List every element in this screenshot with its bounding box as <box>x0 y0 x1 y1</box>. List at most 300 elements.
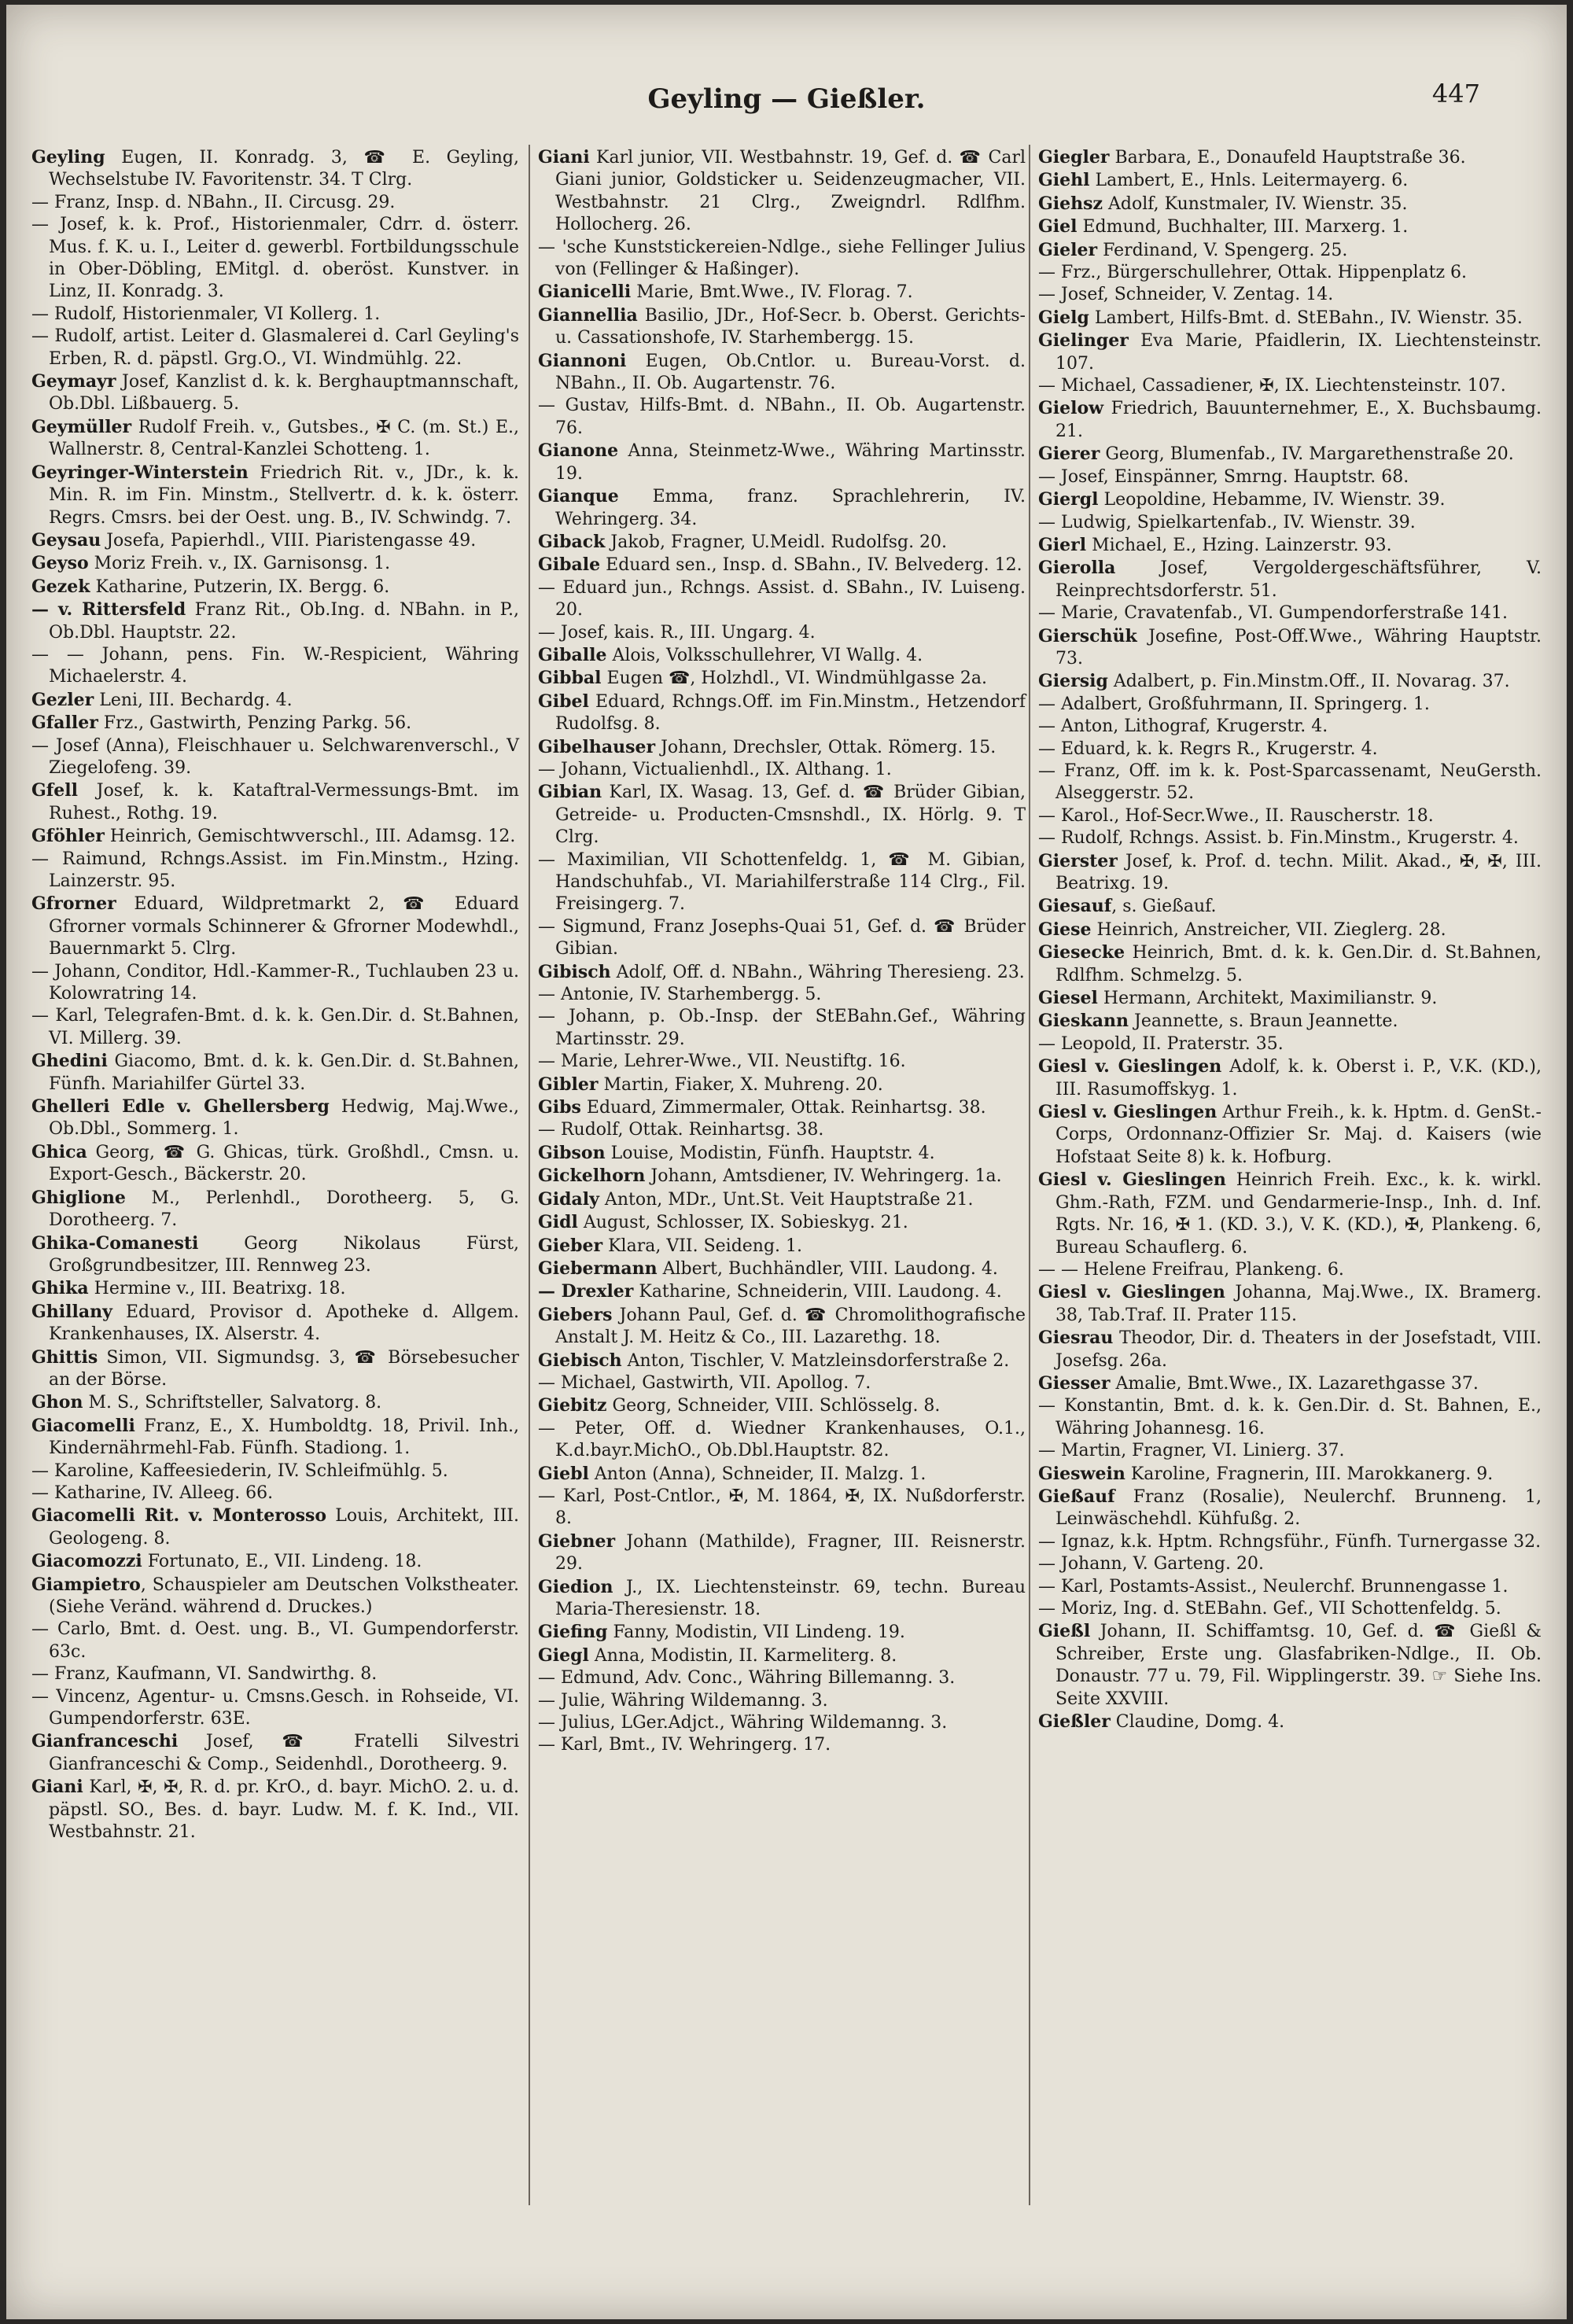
directory-entry <box>538 667 1026 690</box>
entry-name: Giampietro <box>31 1574 141 1595</box>
entry-text: Friedrich Rit. v., JDr., k. k. Min. R. im Fin. Minstm., Stellvertr. d. k. k. österr. Regrs. Cmsrs. bei der Oest. ung. B., IV. Schwindg. 7. <box>49 462 519 528</box>
directory-entry <box>1038 1598 1542 1620</box>
entry-name: Giacomozzi <box>31 1551 142 1572</box>
entry-name: Giergl <box>1038 489 1099 510</box>
entry-name: Gierster <box>1038 850 1118 871</box>
directory-entry <box>31 1460 519 1482</box>
entry-text: Eva Marie, Pfaidlerin, IX. Liechtensteinstr. 107. <box>1055 331 1542 374</box>
directory-entry <box>538 395 1026 440</box>
column-divider <box>1029 145 1030 2205</box>
directory-entry <box>538 1051 1026 1073</box>
entry-text: Johann, Amtsdiener, IV. Wehringerg. 1a. <box>645 1166 1002 1187</box>
directory-entry <box>538 1530 1026 1576</box>
directory-entry <box>1038 670 1542 693</box>
entry-text: Johann (Mathilde), Fragner, III. Reisnerstr. 29. <box>555 1531 1026 1575</box>
page-header <box>6 79 1567 123</box>
directory-entry <box>1038 694 1542 716</box>
entry-name: Giani <box>31 1777 83 1798</box>
directory-entry <box>31 1550 519 1573</box>
entry-text: Barbara, E., Donaufeld Hauptstraße 36. <box>1109 148 1466 168</box>
entry-text: — Ignaz, k.k. Hptm. Rchngsführ., Fünfh. Turnergasse 32. <box>1038 1531 1542 1552</box>
entry-name: Giegl <box>538 1644 589 1666</box>
entry-name: Giesauf <box>1038 896 1112 917</box>
entry-text: — Eduard, k. k. Regrs R., Krugerstr. 4. <box>1038 738 1378 759</box>
directory-entry <box>1038 488 1542 511</box>
entry-text: — 'sche Kunststickereien-Ndlge., siehe Fellinger Julius von (Fellinger & Haßinger). <box>538 237 1026 280</box>
directory-entry <box>1038 1281 1542 1327</box>
directory-entry <box>1038 1711 1542 1733</box>
directory-entry <box>538 1119 1026 1141</box>
entry-text: — Sigmund, Franz Josephs-Quai 51, Gef. d. ☎ Brüder Gibian. <box>538 916 1026 959</box>
entry-text: — Marie, Cravatenfab., VI. Gumpendorferstraße 141. <box>1038 603 1508 624</box>
directory-entry <box>31 1730 519 1776</box>
entry-text: Heinrich Freih. Exc., k. k. wirkl. Ghm.-Rath, FZM. und Gendarmerie-Insp., Inh. d. Inf. Rgts. Nr. 16, ✠ 1. (KD. 3.), V. K. (KD.), ✠, Plankeng. 6, Bureau Schauflerg. 6. <box>1055 1170 1542 1258</box>
directory-entry <box>1038 262 1542 284</box>
entry-text: — Josef, k. k. Prof., Historienmaler, Cdrr. d. österr. Mus. f. K. u. I., Leiter d. gewerbl. Fortbildungsschule in Ober-Döbling, EMitgl. d. oberöst. Kunstver. in Linz, II. Konradg. 3. <box>31 215 519 302</box>
entry-name: Giannellia <box>538 304 638 326</box>
entry-name: — v. Rittersfeld <box>31 599 186 621</box>
entry-text: Katharine, Putzerin, IX. Bergg. 6. <box>90 576 390 597</box>
entry-text: — Michael, Cassadiener, ✠, IX. Liechtensteinstr. 107. <box>1038 376 1506 396</box>
entry-text: Klara, VII. Seideng. 1. <box>602 1236 803 1256</box>
directory-entry <box>538 984 1026 1006</box>
entry-text: — Josef (Anna), Fleischhauer u. Selchwarenverschl., V Ziegelofeng. 39. <box>31 735 519 778</box>
directory-entry <box>31 214 519 304</box>
entry-name: Giani <box>538 147 590 168</box>
entry-text: Franz, E., X. Humboldtg. 18, Privil. Inh., Kindernährmehl-Fab. Fünfh. Stadiong. 1. <box>49 1416 519 1459</box>
entry-name: Geymüller <box>31 416 132 437</box>
entry-text: — — Johann, pens. Fin. W.-Respicient, Währing Michaelerstr. 4. <box>31 644 519 687</box>
entry-text: — Konstantin, Bmt. d. k. k. Gen.Dir. d. St. Bahnen, E., Währing Johannesg. 16. <box>1038 1396 1542 1438</box>
directory-entry <box>1038 512 1542 534</box>
directory-entry <box>1038 1620 1542 1711</box>
directory-entry <box>538 1734 1026 1756</box>
entry-name: Gieskann <box>1038 1011 1129 1032</box>
entry-text: — Anton, Lithograf, Krugerstr. 4. <box>1038 716 1328 737</box>
directory-entry <box>31 1776 519 1843</box>
directory-entry <box>538 1165 1026 1188</box>
entry-name: Ghika-Comanesti <box>31 1232 199 1254</box>
entry-name: Giesl v. Gieslingen <box>1038 1056 1222 1077</box>
directory-entry <box>538 1006 1026 1051</box>
entry-text: Karl, ✠, ✠, R. d. pr. KrO., d. bayr. MichO. 2. u. d. päpstl. SO., Bes. d. bayr. Ludw. M. f. K. Ind., VII. Westbahnstr. 21. <box>49 1777 519 1843</box>
directory-entry <box>538 622 1026 644</box>
entry-name: Giel <box>1038 216 1078 238</box>
entry-name: Ghon <box>31 1392 83 1413</box>
entry-text: Katharine, Schneiderin, VIII. Laudong. 4. <box>633 1282 1002 1302</box>
entry-text: Heinrich, Anstreicher, VII. Zieglerg. 28. <box>1091 919 1446 940</box>
directory-entry <box>31 849 519 893</box>
entry-text: Georg, Schneider, VIII. Schlösselg. 8. <box>606 1396 941 1416</box>
entry-text: — Peter, Off. d. Wiedner Krankenhauses, O.1., K.d.bayr.MichO., Ob.Dbl.Hauptstr. 82. <box>538 1418 1026 1461</box>
entry-name: Ghittis <box>31 1346 98 1368</box>
entry-name: Giebermann <box>538 1258 658 1279</box>
entry-name: Giebers <box>538 1304 613 1325</box>
directory-entry <box>31 370 519 416</box>
entry-text: Adolf, k. k. Oberst i. P., V.K. (KD.), III. Rasumoffskyg. 1. <box>1055 1057 1542 1099</box>
directory-entry <box>1038 805 1542 827</box>
directory-entry <box>31 1415 519 1460</box>
entry-text: Michael, E., Hzing. Lainzerstr. 93. <box>1086 535 1392 555</box>
directory-entry <box>31 1663 519 1685</box>
entry-text: — Rudolf, artist. Leiter d. Glasmalerei d. Carl Geyling's Erben, R. d. päpstl. Grg.O., VI. Windmühlg. 22. <box>31 326 519 369</box>
entry-name: Gickelhorn <box>538 1166 646 1187</box>
directory-entry <box>1038 1440 1542 1462</box>
entry-text: — Karl, Postamts-Assist., Neulerchf. Brunnengasse 1. <box>1038 1576 1509 1597</box>
entry-text: Rudolf Freih. v., Gutsbes., ✠ C. (m. St.) E., Wallnerstr. 8, Central-Kanzlei Schotteng. 1. <box>49 417 519 460</box>
directory-entry <box>538 531 1026 554</box>
entry-text: — Eduard jun., Rchngs. Assist. d. SBahn., IV. Luiseng. 20. <box>538 577 1026 621</box>
entry-name: Giesser <box>1038 1372 1111 1394</box>
directory-entry <box>31 1141 519 1187</box>
entry-text: — Johann, Conditor, Hdl.-Kammer-R., Tuchlauben 23 u. Kolowratring 14. <box>31 961 519 1004</box>
entry-text: Leni, III. Bechardg. 4. <box>94 690 293 710</box>
entry-text: — Josef, Einspänner, Smrng. Hauptstr. 68. <box>1038 466 1409 487</box>
entry-text: Karl junior, VII. Westbahnstr. 19, Gef. d. ☎ Carl Giani junior, Goldsticker u. Seidenzeugmacher, VII. Westbahnstr. 21 Clrg., Zweigndrl. Rdlfhm. Hollocherg. 26. <box>555 148 1026 235</box>
directory-entry <box>1038 738 1542 761</box>
directory-entry <box>1038 1259 1542 1281</box>
directory-entry <box>31 712 519 735</box>
entry-text: Alois, Volksschullehrer, VI Wallg. 4. <box>606 645 923 665</box>
directory-entry <box>31 529 519 552</box>
directory-entry <box>1038 1576 1542 1598</box>
entry-name: Geymayr <box>31 371 116 392</box>
directory-entry <box>1038 1463 1542 1486</box>
directory-entry <box>538 1372 1026 1394</box>
entry-name: Giehl <box>1038 170 1090 191</box>
directory-entry <box>1038 284 1542 306</box>
column-divider <box>529 145 530 2205</box>
column-3 <box>1038 146 1542 1733</box>
entry-text: Johann, II. Schiffamtsg. 10, Gef. d. ☎ Gießl & Schreiber, Erste ung. Glasfabriken-Ndlge., II. Ob. Donaustr. 77 u. 79, Fil. Wipplingerstr. 39. ☞ Siehe Ins. Seite XXVIII. <box>1055 1622 1542 1709</box>
entry-name: Gießl <box>1038 1621 1091 1642</box>
entry-text: Anna, Modistin, II. Karmeliterg. 8. <box>588 1645 897 1666</box>
directory-entry <box>538 1188 1026 1211</box>
entry-name: Giacomelli Rit. v. Monterosso <box>31 1505 327 1527</box>
entry-text: Marie, Bmt.Wwe., IV. Florag. 7. <box>631 282 913 303</box>
directory-entry <box>538 1576 1026 1622</box>
entry-text: — Adalbert, Großfuhrmann, II. Springerg. 1. <box>1038 694 1430 714</box>
directory-entry <box>538 1096 1026 1119</box>
directory-entry <box>538 440 1026 485</box>
directory-entry <box>538 691 1026 736</box>
entry-text: Georg Nikolaus Fürst, Großgrundbesitzer, III. Rennweg 23. <box>49 1233 519 1276</box>
entry-name: Giebisch <box>538 1350 622 1371</box>
entry-text: Josef, k. Prof. d. techn. Milit. Akad., ✠, ✠, III. Beatrixg. 19. <box>1055 851 1542 893</box>
entry-text: Johann, Drechsler, Ottak. Römerg. 15. <box>655 737 996 757</box>
entry-text: Eduard, Rchngs.Off. im Fin.Minstm., Hetzendorf Rudolfsg. 8. <box>555 691 1026 735</box>
directory-entry <box>31 825 519 848</box>
entry-name: Giballe <box>538 644 607 665</box>
entry-name: Geyringer-Winterstein <box>31 462 249 483</box>
entry-text: Jakob, Fragner, U.Meidl. Rudolfsg. 20. <box>605 532 948 552</box>
entry-text: Josefine, Post-Off.Wwe., Währing Hauptstr. 73. <box>1055 626 1542 668</box>
entry-text: Louis, Architekt, III. Geologeng. 8. <box>49 1506 519 1549</box>
directory-entry <box>538 1280 1026 1303</box>
entry-text: Fortunato, E., VII. Lindeng. 18. <box>142 1552 422 1572</box>
entry-name: Giersig <box>1038 671 1108 692</box>
entry-text: Lambert, Hilfs-Bmt. d. StEBahn., IV. Wienstr. 35. <box>1089 308 1523 328</box>
directory-entry <box>1038 1486 1542 1531</box>
directory-entry <box>538 1142 1026 1165</box>
directory-entry <box>31 462 519 529</box>
entry-name: Ghica <box>31 1141 87 1162</box>
directory-entry <box>538 1690 1026 1712</box>
entry-name: Gibelhauser <box>538 736 656 757</box>
directory-entry <box>538 577 1026 622</box>
directory-entry <box>538 1211 1026 1234</box>
directory-entry <box>538 1418 1026 1463</box>
entry-text: Hedwig, Maj.Wwe., Ob.Dbl., Sommerg. 1. <box>49 1097 520 1140</box>
entry-text: Eduard sen., Insp. d. SBahn., IV. Belvederg. 12. <box>600 555 1022 576</box>
directory-entry <box>538 1350 1026 1372</box>
entry-text: — Rudolf, Ottak. Reinhartsg. 38. <box>538 1120 824 1140</box>
entry-text: Johanna, Maj.Wwe., IX. Bramerg. 38, Tab.Traf. II. Prater 115. <box>1055 1283 1542 1325</box>
entry-text: Josef, Vergoldergeschäftsführer, V. Reinprechtsdorferstr. 51. <box>1055 558 1542 601</box>
entry-text: — Johann, V. Garteng. 20. <box>1038 1554 1264 1575</box>
entry-text: Louise, Modistin, Fünfh. Hauptstr. 4. <box>605 1143 935 1163</box>
directory-entry <box>538 1394 1026 1417</box>
entry-name: Giannoni <box>538 350 627 371</box>
entry-text: — Maximilian, VII Schottenfeldg. 1, ☎ M. Gibian, Handschuhfab., VI. Mariahilferstraße 114 Clrg., Fil. Freisingerg. 7. <box>538 849 1026 915</box>
entry-name: Giesel <box>1038 988 1098 1009</box>
directory-entry <box>538 304 1026 350</box>
entry-name: Gibisch <box>538 961 611 982</box>
entry-text: — Michael, Gastwirth, VII. Apollog. 7. <box>538 1372 871 1393</box>
entry-name: Gielinger <box>1038 330 1129 352</box>
directory-entry <box>538 1486 1026 1530</box>
directory-entry <box>538 146 1026 237</box>
entry-text: , Schauspieler am Deutschen Volkstheater. (Siehe Veränd. während d. Druckes.) <box>49 1575 519 1617</box>
directory-entry <box>31 644 519 689</box>
directory-entry <box>31 735 519 780</box>
directory-entry <box>1038 330 1542 375</box>
directory-entry <box>1038 919 1542 941</box>
entry-text: Albert, Buchhändler, VIII. Laudong. 4. <box>657 1258 998 1279</box>
entry-text: Moriz Freih. v., IX. Garnisonsg. 1. <box>88 554 391 574</box>
entry-name: Giesl v. Gieslingen <box>1038 1102 1218 1123</box>
directory-entry <box>538 849 1026 916</box>
entry-text: Adalbert, p. Fin.Minstm.Off., II. Novarag. 37. <box>1107 672 1510 692</box>
entry-text: Eduard, Wildpretmarkt 2, ☎ Eduard Gfrorner vormals Schinnerer & Gfrorner Modewhdl., Bauernmarkt 5. Clrg. <box>49 894 519 959</box>
entry-name: Gfaller <box>31 713 98 734</box>
entry-text: — Antonie, IV. Starhembergg. 5. <box>538 985 822 1005</box>
entry-text: Karoline, Fragnerin, III. Marokkanerg. 9. <box>1125 1464 1494 1484</box>
entry-name: Giedion <box>538 1576 613 1597</box>
entry-text: — Raimund, Rchngs.Assist. im Fin.Minstm., Hzing. Lainzerstr. 95. <box>31 849 519 891</box>
entry-text: — Martin, Fragner, VI. Linierg. 37. <box>1038 1441 1345 1461</box>
entry-name: Ghelleri Edle v. Ghellersberg <box>31 1096 330 1118</box>
entry-name: Giback <box>538 531 606 552</box>
entry-text: Eugen, Ob.Cntlor. u. Bureau-Vorst. d. NBahn., II. Ob. Augartenstr. 76. <box>555 351 1026 394</box>
entry-text: — Carlo, Bmt. d. Oest. ung. B., VI. Gumpendorferstr. 63c. <box>31 1619 519 1662</box>
entry-text: Emma, franz. Sprachlehrerin, IV. Wehringerg. 34. <box>555 487 1026 529</box>
entry-text: Ferdinand, V. Spengerg. 25. <box>1097 240 1348 260</box>
directory-page <box>6 5 1567 2319</box>
entry-name: Gieber <box>538 1235 603 1256</box>
directory-entry <box>1038 895 1542 918</box>
directory-entry <box>1038 169 1542 192</box>
entry-text: Lambert, E., Hnls. Leitermayerg. 6. <box>1089 171 1409 191</box>
entry-text: Theodor, Dir. d. Theaters in der Josefstadt, VIII. Josefsg. 26a. <box>1055 1328 1542 1371</box>
entry-text: — Ludwig, Spielkartenfab., IV. Wienstr. 39. <box>1038 512 1416 532</box>
directory-entry <box>1038 215 1542 238</box>
entry-text: J., IX. Liechtensteinstr. 69, techn. Bureau Maria-Theresienstr. 18. <box>555 1577 1026 1619</box>
entry-text: Friedrich, Bauunternehmer, E., X. Buchsbaumg. 21. <box>1055 399 1542 441</box>
directory-entry <box>538 916 1026 961</box>
entry-text: — Leopold, II. Praterstr. 35. <box>1038 1033 1284 1054</box>
directory-entry <box>31 1391 519 1414</box>
directory-entry <box>31 1277 519 1300</box>
directory-entry <box>538 1644 1026 1667</box>
entry-name: Gießauf <box>1038 1486 1115 1507</box>
entry-name: Giesl v. Gieslingen <box>1038 1169 1226 1191</box>
entry-text: Georg, ☎ G. Ghicas, türk. Großhdl., Cmsn. u. Export-Gesch., Bäckerstr. 20. <box>49 1142 519 1185</box>
entry-text: — Rudolf, Rchngs. Assist. b. Fin.Minstm., Krugerstr. 4. <box>1038 828 1519 849</box>
entry-text: Eduard, Provisor d. Apotheke d. Allgem. Krankenhauses, IX. Alserstr. 4. <box>49 1302 519 1345</box>
directory-entry <box>538 554 1026 576</box>
directory-entry <box>1038 1531 1542 1553</box>
directory-entry <box>31 961 519 1006</box>
entry-name: Gielg <box>1038 307 1089 328</box>
directory-entry <box>538 1304 1026 1350</box>
entry-text: Anton, MDr., Unt.St. Veit Hauptstraße 21. <box>599 1189 974 1210</box>
entry-text: Simon, VII. Sigmundsg. 3, ☎ Börsebesucher an der Börse. <box>49 1347 519 1390</box>
entry-text: Hermann, Architekt, Maximilianstr. 9. <box>1097 989 1438 1009</box>
entry-name: Gibson <box>538 1142 606 1163</box>
entry-text: Josef, k. k. Kataftral-Vermessungs-Bmt. im Ruhest., Rothg. 19. <box>49 781 519 823</box>
directory-entry <box>538 1074 1026 1096</box>
directory-entry <box>1038 625 1542 671</box>
entry-text: August, Schlosser, IX. Sobieskyg. 21. <box>577 1213 908 1233</box>
directory-entry <box>1038 1033 1542 1055</box>
directory-entry <box>1038 146 1542 169</box>
directory-entry <box>1038 1395 1542 1440</box>
directory-entry <box>1038 850 1542 896</box>
directory-entry <box>538 237 1026 282</box>
entry-text: Franz (Rosalie), Neulerchf. Brunneng. 1, Leinwäschehdl. Kühfußg. 2. <box>1055 1486 1542 1530</box>
directory-entry <box>31 1187 519 1232</box>
entry-name: Gielow <box>1038 398 1104 419</box>
entry-text: — Karl, Bmt., IV. Wehringerg. 17. <box>538 1735 831 1755</box>
directory-entry <box>1038 557 1542 602</box>
entry-name: Giese <box>1038 919 1092 940</box>
entry-text: — Franz, Insp. d. NBahn., II. Circusg. 29. <box>31 192 396 212</box>
directory-entry <box>1038 987 1542 1010</box>
directory-entry <box>1038 761 1542 805</box>
entry-text: Basilio, JDr., Hof-Secr. b. Oberst. Gerichts- u. Cassationshofe, IV. Starhembergg. 15. <box>555 305 1026 348</box>
entry-text: — Vincenz, Agentur- u. Cmsns.Gesch. in Rohseide, VI. Gumpendorferstr. 63E. <box>31 1686 519 1729</box>
directory-entry <box>1038 1169 1542 1259</box>
entry-name: Ghillany <box>31 1301 112 1322</box>
entry-name: Ghika <box>31 1278 89 1299</box>
directory-entry <box>1038 602 1542 624</box>
entry-text: — Karoline, Kaffeesiederin, IV. Schleifmühlg. 5. <box>31 1460 448 1481</box>
entry-text: — Rudolf, Historienmaler, VI Kollerg. 1. <box>31 304 381 324</box>
entry-text: Hermine v., III. Beatrixg. 18. <box>88 1279 346 1299</box>
entry-name: Gianone <box>538 440 619 462</box>
entry-name: Gidaly <box>538 1188 599 1210</box>
directory-entry <box>31 576 519 598</box>
directory-entry <box>31 1232 519 1278</box>
entry-text: Eugen ☎, Holzhdl., VI. Windmühlgasse 2a. <box>601 668 987 689</box>
directory-entry <box>31 1505 519 1550</box>
directory-entry <box>1038 1010 1542 1033</box>
page-number: 447 <box>1431 79 1480 109</box>
entry-name: Geyling <box>31 147 105 168</box>
entry-name: Ghiglione <box>31 1187 126 1208</box>
entry-text: , s. Gießauf. <box>1111 897 1217 917</box>
directory-entry <box>538 1463 1026 1486</box>
directory-entry <box>538 781 1026 849</box>
directory-entry <box>1038 827 1542 849</box>
entry-text: Amalie, Bmt.Wwe., IX. Lazarethgasse 37. <box>1110 1373 1479 1394</box>
entry-text: — Josef, Schneider, V. Zentag. 14. <box>1038 285 1334 305</box>
entry-name: Gieswein <box>1038 1463 1125 1484</box>
entry-name: Giebl <box>538 1463 589 1484</box>
directory-entry <box>1038 1055 1542 1101</box>
entry-name: Geyso <box>31 553 89 574</box>
directory-entry <box>1038 1327 1542 1372</box>
entry-name: Gierschük <box>1038 625 1137 646</box>
directory-entry <box>31 304 519 326</box>
entry-text: Anna, Steinmetz-Wwe., Währing Martinsstr. 19. <box>555 441 1026 484</box>
entry-text: Heinrich, Gemischtwverschl., III. Adamsg. 12. <box>104 827 516 847</box>
entry-name: Gibale <box>538 554 601 576</box>
directory-entry <box>1038 239 1542 262</box>
entry-text: Heinrich, Bmt. d. k. k. Gen.Dir. d. St.Bahnen, Rdlfhm. Schmelzg. 5. <box>1055 943 1542 985</box>
entry-text: — Karl, Telegrafen-Bmt. d. k. k. Gen.Dir. d. St.Bahnen, VI. Millerg. 39. <box>31 1006 519 1048</box>
entry-name: Giebner <box>538 1530 616 1552</box>
entry-text: Franz Rit., Ob.Ing. d. NBahn. in P., Ob.Dbl. Hauptstr. 22. <box>49 600 520 643</box>
directory-entry <box>31 1482 519 1505</box>
entry-name: Gfrorner <box>31 893 116 915</box>
entry-name: Gidl <box>538 1212 578 1233</box>
directory-entry <box>31 1096 519 1141</box>
entry-text: Anton (Anna), Schneider, II. Malzg. 1. <box>588 1464 926 1484</box>
directory-entry <box>31 192 519 214</box>
entry-text: Josef, Kanzlist d. k. k. Berghauptmannschaft, Ob.Dbl. Lißbauerg. 5. <box>49 372 519 414</box>
entry-text: Frz., Gastwirth, Penzing Parkg. 56. <box>98 713 412 734</box>
directory-entry <box>31 416 519 462</box>
entry-text: — Frz., Bürgerschullehrer, Ottak. Hippenplatz 6. <box>1038 263 1468 283</box>
directory-entry <box>1038 716 1542 738</box>
directory-entry <box>538 961 1026 984</box>
entry-text: Fanny, Modistin, VII Lindeng. 19. <box>607 1622 905 1643</box>
entry-text: Georg, Blumenfab., IV. Margarethenstraße 20. <box>1100 444 1514 465</box>
directory-entry <box>1038 1372 1542 1395</box>
entry-name: Giesecke <box>1038 942 1125 963</box>
directory-entry <box>31 1619 519 1663</box>
column-1 <box>31 146 519 1843</box>
directory-entry <box>31 893 519 960</box>
directory-entry <box>31 1301 519 1346</box>
entry-name: Giesrau <box>1038 1328 1114 1349</box>
directory-entry <box>538 281 1026 304</box>
entry-text: Eduard, Zimmermaler, Ottak. Reinhartsg. 38. <box>580 1098 986 1118</box>
column-2 <box>538 146 1026 1757</box>
entry-name: Gieler <box>1038 239 1098 260</box>
entry-name: Gibler <box>538 1074 599 1095</box>
entry-text: Johann Paul, Gef. d. ☎ Chromolithografische Anstalt J. M. Heitz & Co., III. Lazarethg. 18. <box>555 1305 1026 1348</box>
directory-entry <box>538 1235 1026 1258</box>
directory-entry <box>538 736 1026 759</box>
directory-entry <box>31 1574 519 1619</box>
entry-name: Gierolla <box>1038 558 1116 579</box>
directory-entry <box>1038 375 1542 397</box>
entry-text: — Moriz, Ing. d. StEBahn. Gef., VII Schottenfeldg. 5. <box>1038 1599 1501 1619</box>
entry-text: — Edmund, Adv. Conc., Währing Billemanng. 3. <box>538 1668 956 1689</box>
